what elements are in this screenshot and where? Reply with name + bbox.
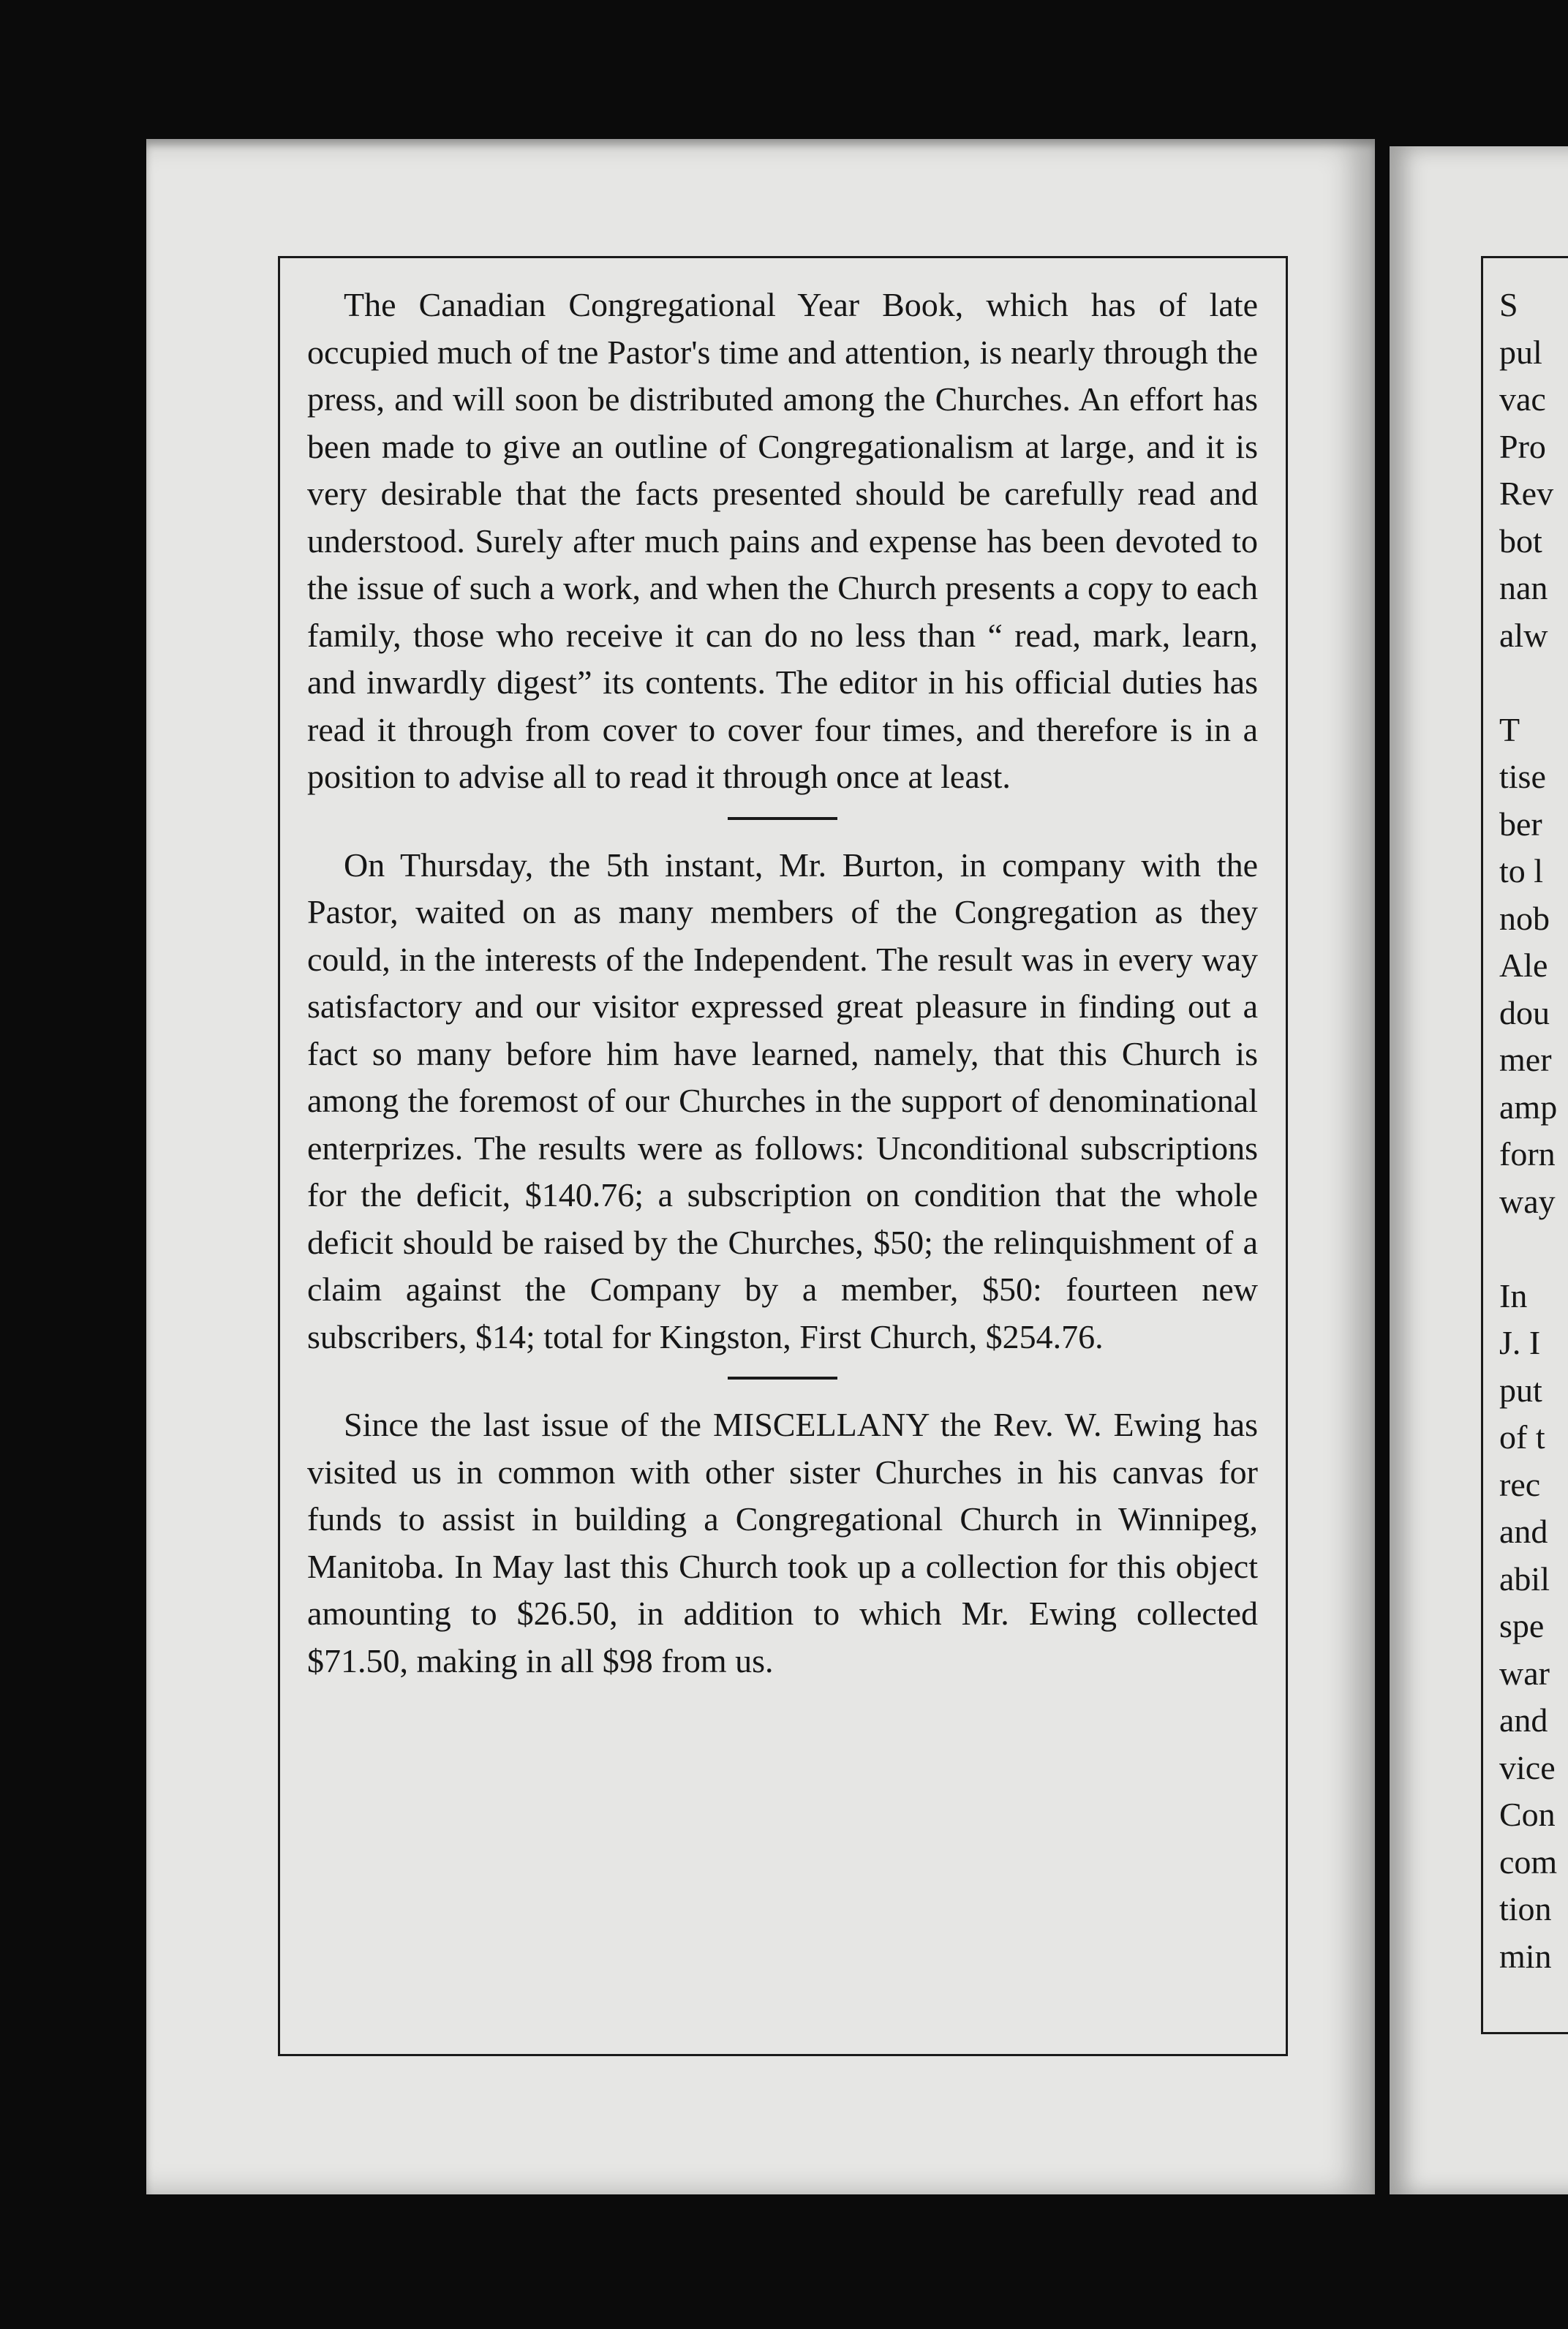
section-divider xyxy=(728,1377,837,1380)
right-page-line: vac xyxy=(1499,380,1546,418)
right-page-line: Ale xyxy=(1499,947,1548,984)
right-page-line: pul xyxy=(1499,333,1542,371)
right-page-line: bot xyxy=(1499,522,1542,560)
winnipeg-paragraph: Since the last issue of the MISCELLANY the Rev. W. Ewing has visited us in common with other sister Churches in his canvas for funds to assist in building a Congregational Church in Winnipeg, Manitoba. In May last this Church took up a collection for this object amounting to $26.50, in addition to which Mr. Ewing collected $71.50, making in all $98 from us. xyxy=(307,1406,1258,1679)
left-page-text xyxy=(307,282,1258,1685)
right-page-line: S xyxy=(1499,286,1518,323)
right-page-line: nob xyxy=(1499,899,1550,937)
right-page-line xyxy=(1499,659,1568,707)
right-page-text-fragments xyxy=(1499,282,1568,1980)
right-page-line: abil xyxy=(1499,1559,1550,1598)
right-page-line: and xyxy=(1499,1513,1548,1550)
right-page-line: alw xyxy=(1499,616,1548,654)
right-page-line: nan xyxy=(1499,569,1548,606)
right-page-line: mer xyxy=(1499,1041,1552,1078)
right-page-line: Pro xyxy=(1499,427,1546,465)
right-page-line: T xyxy=(1499,710,1520,748)
right-page-line: In xyxy=(1499,1276,1528,1314)
independent-paragraph: On Thursday, the 5th instant, Mr. Burton, in company with the Pastor, waited on as many members of the Congregation as they could, in the interests of the Independent. The result was in every way satisfactory and our visitor expressed great pleasure in finding out a fact so many before him have learned, namely, that this Church is among the foremost of our Churches in the support of denominational enterprizes. The results were as follows: Unconditional subscriptions for the deficit, $140.76; a subscription on condition that the whole deficit should be raised by the Churches, $50; the relinquishment of a claim against the Company by a member, $50: fourteen new subscribers, $14; total for Kingston, First Church, $254.76. xyxy=(307,846,1258,1355)
right-page-line: Con xyxy=(1499,1796,1556,1833)
right-page-line: tion xyxy=(1499,1890,1552,1927)
right-page-line: Rev xyxy=(1499,475,1554,512)
right-page-line: and xyxy=(1499,1701,1548,1739)
right-page-line: to l xyxy=(1499,852,1544,889)
right-page-line: J. I xyxy=(1499,1324,1541,1361)
right-page-line: forn xyxy=(1499,1135,1556,1173)
right-page-line: com xyxy=(1499,1843,1558,1881)
right-page-line: tise xyxy=(1499,758,1546,795)
right-page-line: vice xyxy=(1499,1748,1556,1786)
section-divider xyxy=(728,817,837,820)
right-page-line: of t xyxy=(1499,1418,1545,1456)
year-book-paragraph: The Canadian Congregational Year Book, which has of late occupied much of tne Pastor's time and attention, is nearly through the press, and will soon be distributed among the Churches. An effort has been made to give an outline of Congregationalism at large, and it is very desirable that the facts presented should be carefully read and understood. Surely after much pains and expense has been devoted to the issue of such a work, and when the Church presents a copy to each family, those who receive it can do no less than “ read, mark, learn, and inwardly digest” its contents. The editor in his official duties has read it through from cover to cover four times, and therefore is in a position to advise all to read it through once at least. xyxy=(307,286,1258,795)
right-page-line: war xyxy=(1499,1654,1550,1692)
right-page-line: spe xyxy=(1499,1607,1545,1644)
right-page-line: amp xyxy=(1499,1088,1558,1126)
right-page-line: ber xyxy=(1499,805,1542,843)
right-page-line: dou xyxy=(1499,993,1550,1031)
right-page-line xyxy=(1499,1225,1568,1273)
right-page-line: way xyxy=(1499,1182,1556,1220)
right-page-line: rec xyxy=(1499,1465,1541,1503)
right-page-line: put xyxy=(1499,1371,1542,1409)
right-page-line: min xyxy=(1499,1937,1552,1975)
